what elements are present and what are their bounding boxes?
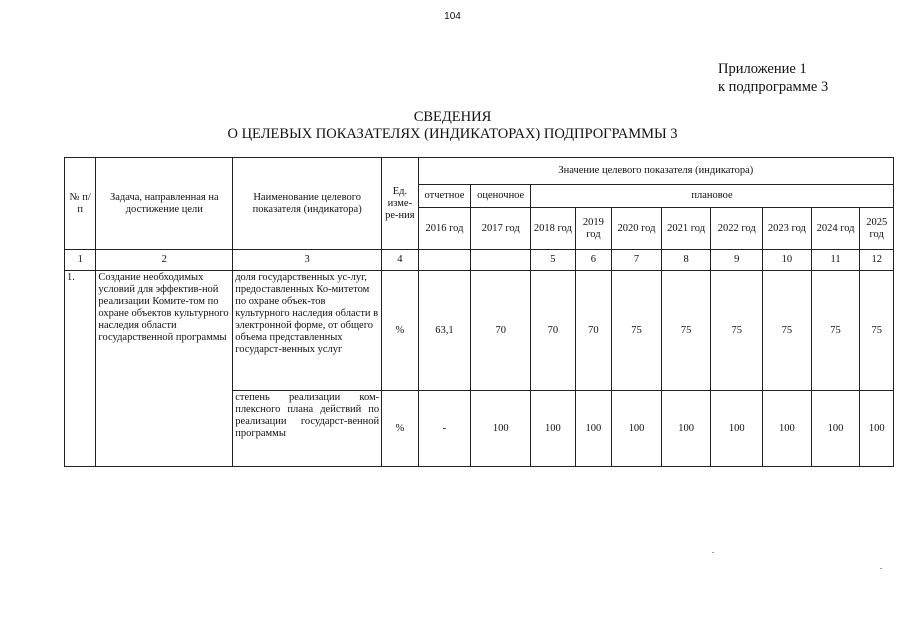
header-num: № п/п (65, 158, 96, 250)
value-2018: 100 (531, 391, 576, 467)
header-year-2016: 2016 год (418, 208, 471, 250)
column-number: 5 (531, 250, 576, 271)
unit-cell: % (382, 391, 418, 467)
value-2022: 100 (711, 391, 763, 467)
header-year-2018: 2018 год (531, 208, 576, 250)
header-year-2021: 2021 год (661, 208, 711, 250)
task-cell: Создание необходимых условий для эффектив-ной реализации Комите-том по охране объектов культурного наследия области государственной программы (96, 271, 233, 467)
column-number: 8 (661, 250, 711, 271)
value-2025: 75 (860, 271, 894, 391)
column-number: 4 (382, 250, 418, 271)
scan-speck (880, 568, 882, 569)
value-2024: 75 (811, 271, 860, 391)
value-2020: 75 (612, 271, 662, 391)
value-2023: 75 (763, 271, 812, 391)
header-estimated: оценочное (471, 185, 531, 208)
column-number: 7 (612, 250, 662, 271)
header-year-2017: 2017 год (471, 208, 531, 250)
value-2021: 75 (661, 271, 711, 391)
title-line-2: О ЦЕЛЕВЫХ ПОКАЗАТЕЛЯХ (ИНДИКАТОРАХ) ПОДПРОГРАММЫ 3 (227, 126, 678, 142)
table-row (65, 271, 894, 391)
row-number: 1. (65, 271, 96, 467)
value-2018: 70 (531, 271, 576, 391)
indicators-table (64, 157, 894, 467)
column-number: 10 (763, 250, 812, 271)
column-number-blank (418, 250, 471, 271)
column-number: 6 (575, 250, 611, 271)
header-reported: отчетное (418, 185, 471, 208)
value-2025: 100 (860, 391, 894, 467)
appendix-line-1: Приложение 1 (718, 61, 807, 77)
appendix-note (718, 60, 828, 96)
indicator-cell: доля государственных ус-луг, предоставленных Ко-митетом по охране объек-тов культурного наследия области в электронной форме, от общего объема представленных государст-венных услуг (233, 271, 382, 391)
header-row-1 (65, 158, 894, 185)
column-number: 3 (233, 250, 382, 271)
value-2016: 63,1 (418, 271, 471, 391)
header-year-2019: 2019 год (575, 208, 611, 250)
header-indicator: Наименование целевого показателя (индикатора) (233, 158, 382, 250)
value-2021: 100 (661, 391, 711, 467)
header-year-2020: 2020 год (612, 208, 662, 250)
header-task: Задача, направленная на достижение цели (96, 158, 233, 250)
header-value-group: Значение целевого показателя (индикатора) (418, 158, 893, 185)
value-2019: 70 (575, 271, 611, 391)
value-2020: 100 (612, 391, 662, 467)
title-line-1: СВЕДЕНИЯ (413, 109, 492, 125)
column-number: 12 (860, 250, 894, 271)
page-number: 104 (444, 11, 461, 22)
unit-cell: % (382, 271, 418, 391)
header-planned: плановое (531, 185, 894, 208)
value-2019: 100 (575, 391, 611, 467)
header-year-2025: 2025 год (860, 208, 894, 250)
value-2017: 70 (471, 271, 531, 391)
header-unit: Ед. изме-ре-ния (382, 158, 418, 250)
header-year-2022: 2022 год (711, 208, 763, 250)
appendix-line-2: к подпрограмме 3 (718, 79, 829, 95)
column-number-row (65, 250, 894, 271)
scan-speck (712, 552, 714, 553)
value-2023: 100 (763, 391, 812, 467)
value-2022: 75 (711, 271, 763, 391)
header-year-2023: 2023 год (763, 208, 812, 250)
document-title (0, 109, 905, 143)
indicator-cell: степень реализации ком-плексного плана действий по реализации государст-венной программы (233, 391, 382, 467)
column-number: 9 (711, 250, 763, 271)
value-2016: - (418, 391, 471, 467)
value-2024: 100 (811, 391, 860, 467)
column-number: 2 (96, 250, 233, 271)
value-2017: 100 (471, 391, 531, 467)
column-number-blank (471, 250, 531, 271)
header-year-2024: 2024 год (811, 208, 860, 250)
column-number: 11 (811, 250, 860, 271)
column-number: 1 (65, 250, 96, 271)
